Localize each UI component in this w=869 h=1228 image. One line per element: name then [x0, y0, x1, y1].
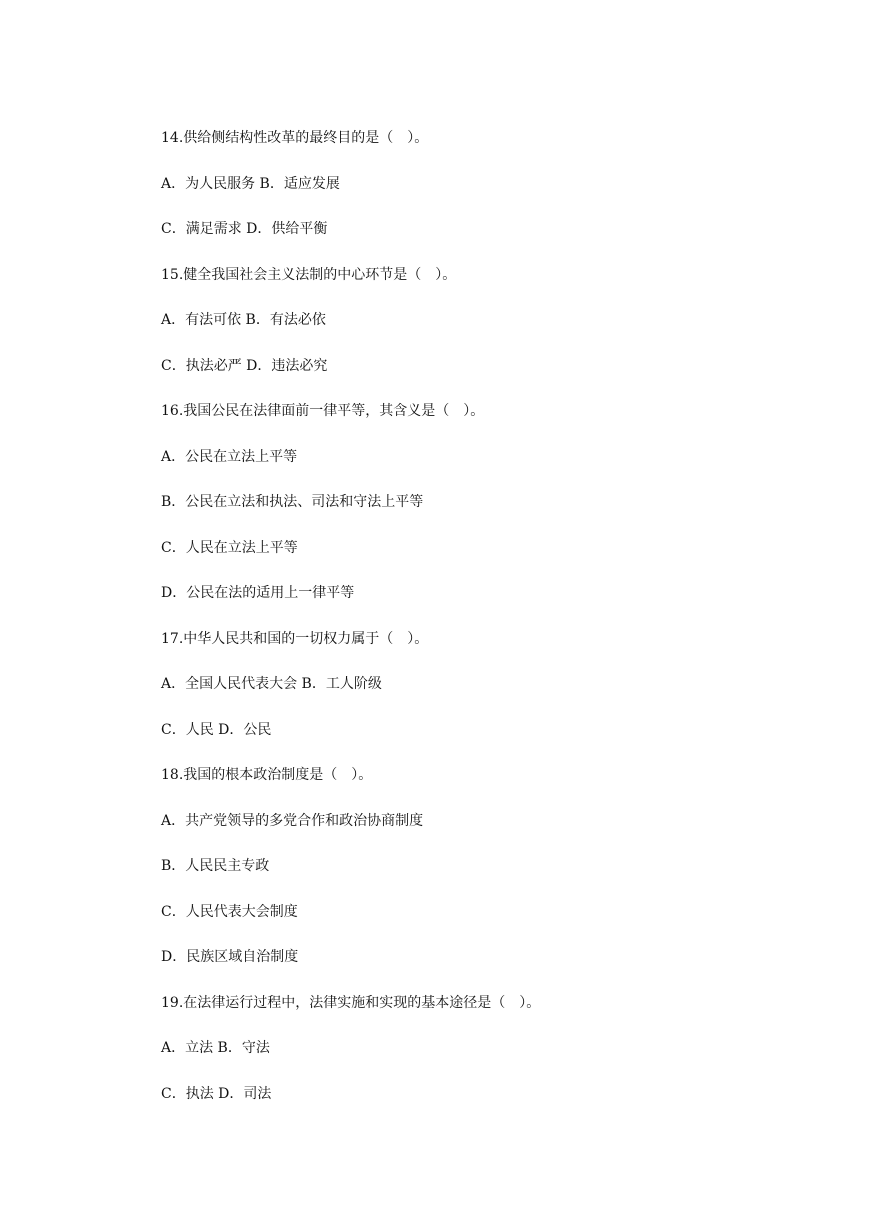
- question-14-options-ab: A．为人民服务 B．适应发展: [161, 175, 340, 192]
- question-19-options-cd: C．执法 D．司法: [161, 1085, 272, 1102]
- question-18: 18.我国的根本政治制度是（ ）。: [161, 767, 373, 783]
- document-body: [161, 127, 821, 1128]
- question-18-option-a: A．共产党领导的多党合作和政治协商制度: [161, 812, 424, 829]
- question-15: 15.健全我国社会主义法制的中心环节是（ ）。: [161, 266, 457, 283]
- question-19: 19.在法律运行过程中，法律实施和实现的基本途径是（ ）。: [161, 994, 541, 1011]
- question-18-option-d: D．民族区域自治制度: [161, 949, 299, 965]
- question-19-options-ab: A．立法 B．守法: [161, 1040, 270, 1056]
- question-16: 16.我国公民在法律面前一律平等，其含义是（ ）。: [161, 403, 485, 419]
- question-18-option-b: B．人民民主专政: [161, 858, 270, 874]
- question-15-options-cd: C．执法必严 D．违法必究: [161, 357, 328, 374]
- question-16-option-d: D．公民在法的适用上一律平等: [161, 585, 355, 601]
- question-15-options-ab: A．有法可依 B．有法必依: [161, 312, 326, 328]
- question-16-option-c: C．人民在立法上平等: [161, 539, 298, 556]
- question-17: 17.中华人民共和国的一切权力属于（ ）。: [161, 630, 429, 647]
- question-17-options-cd: C．人民 D．公民: [161, 721, 272, 738]
- question-17-options-ab: A．全国人民代表大会 B．工人阶级: [161, 676, 382, 692]
- question-18-option-c: C．人民代表大会制度: [161, 903, 298, 920]
- question-16-option-b: B．公民在立法和执法、司法和守法上平等: [161, 494, 424, 510]
- question-14-options-cd: C．满足需求 D．供给平衡: [161, 221, 328, 237]
- question-14: 14.供给侧结构性改革的最终目的是（ ）。: [161, 130, 429, 146]
- question-16-option-a: A．公民在立法上平等: [161, 448, 298, 465]
